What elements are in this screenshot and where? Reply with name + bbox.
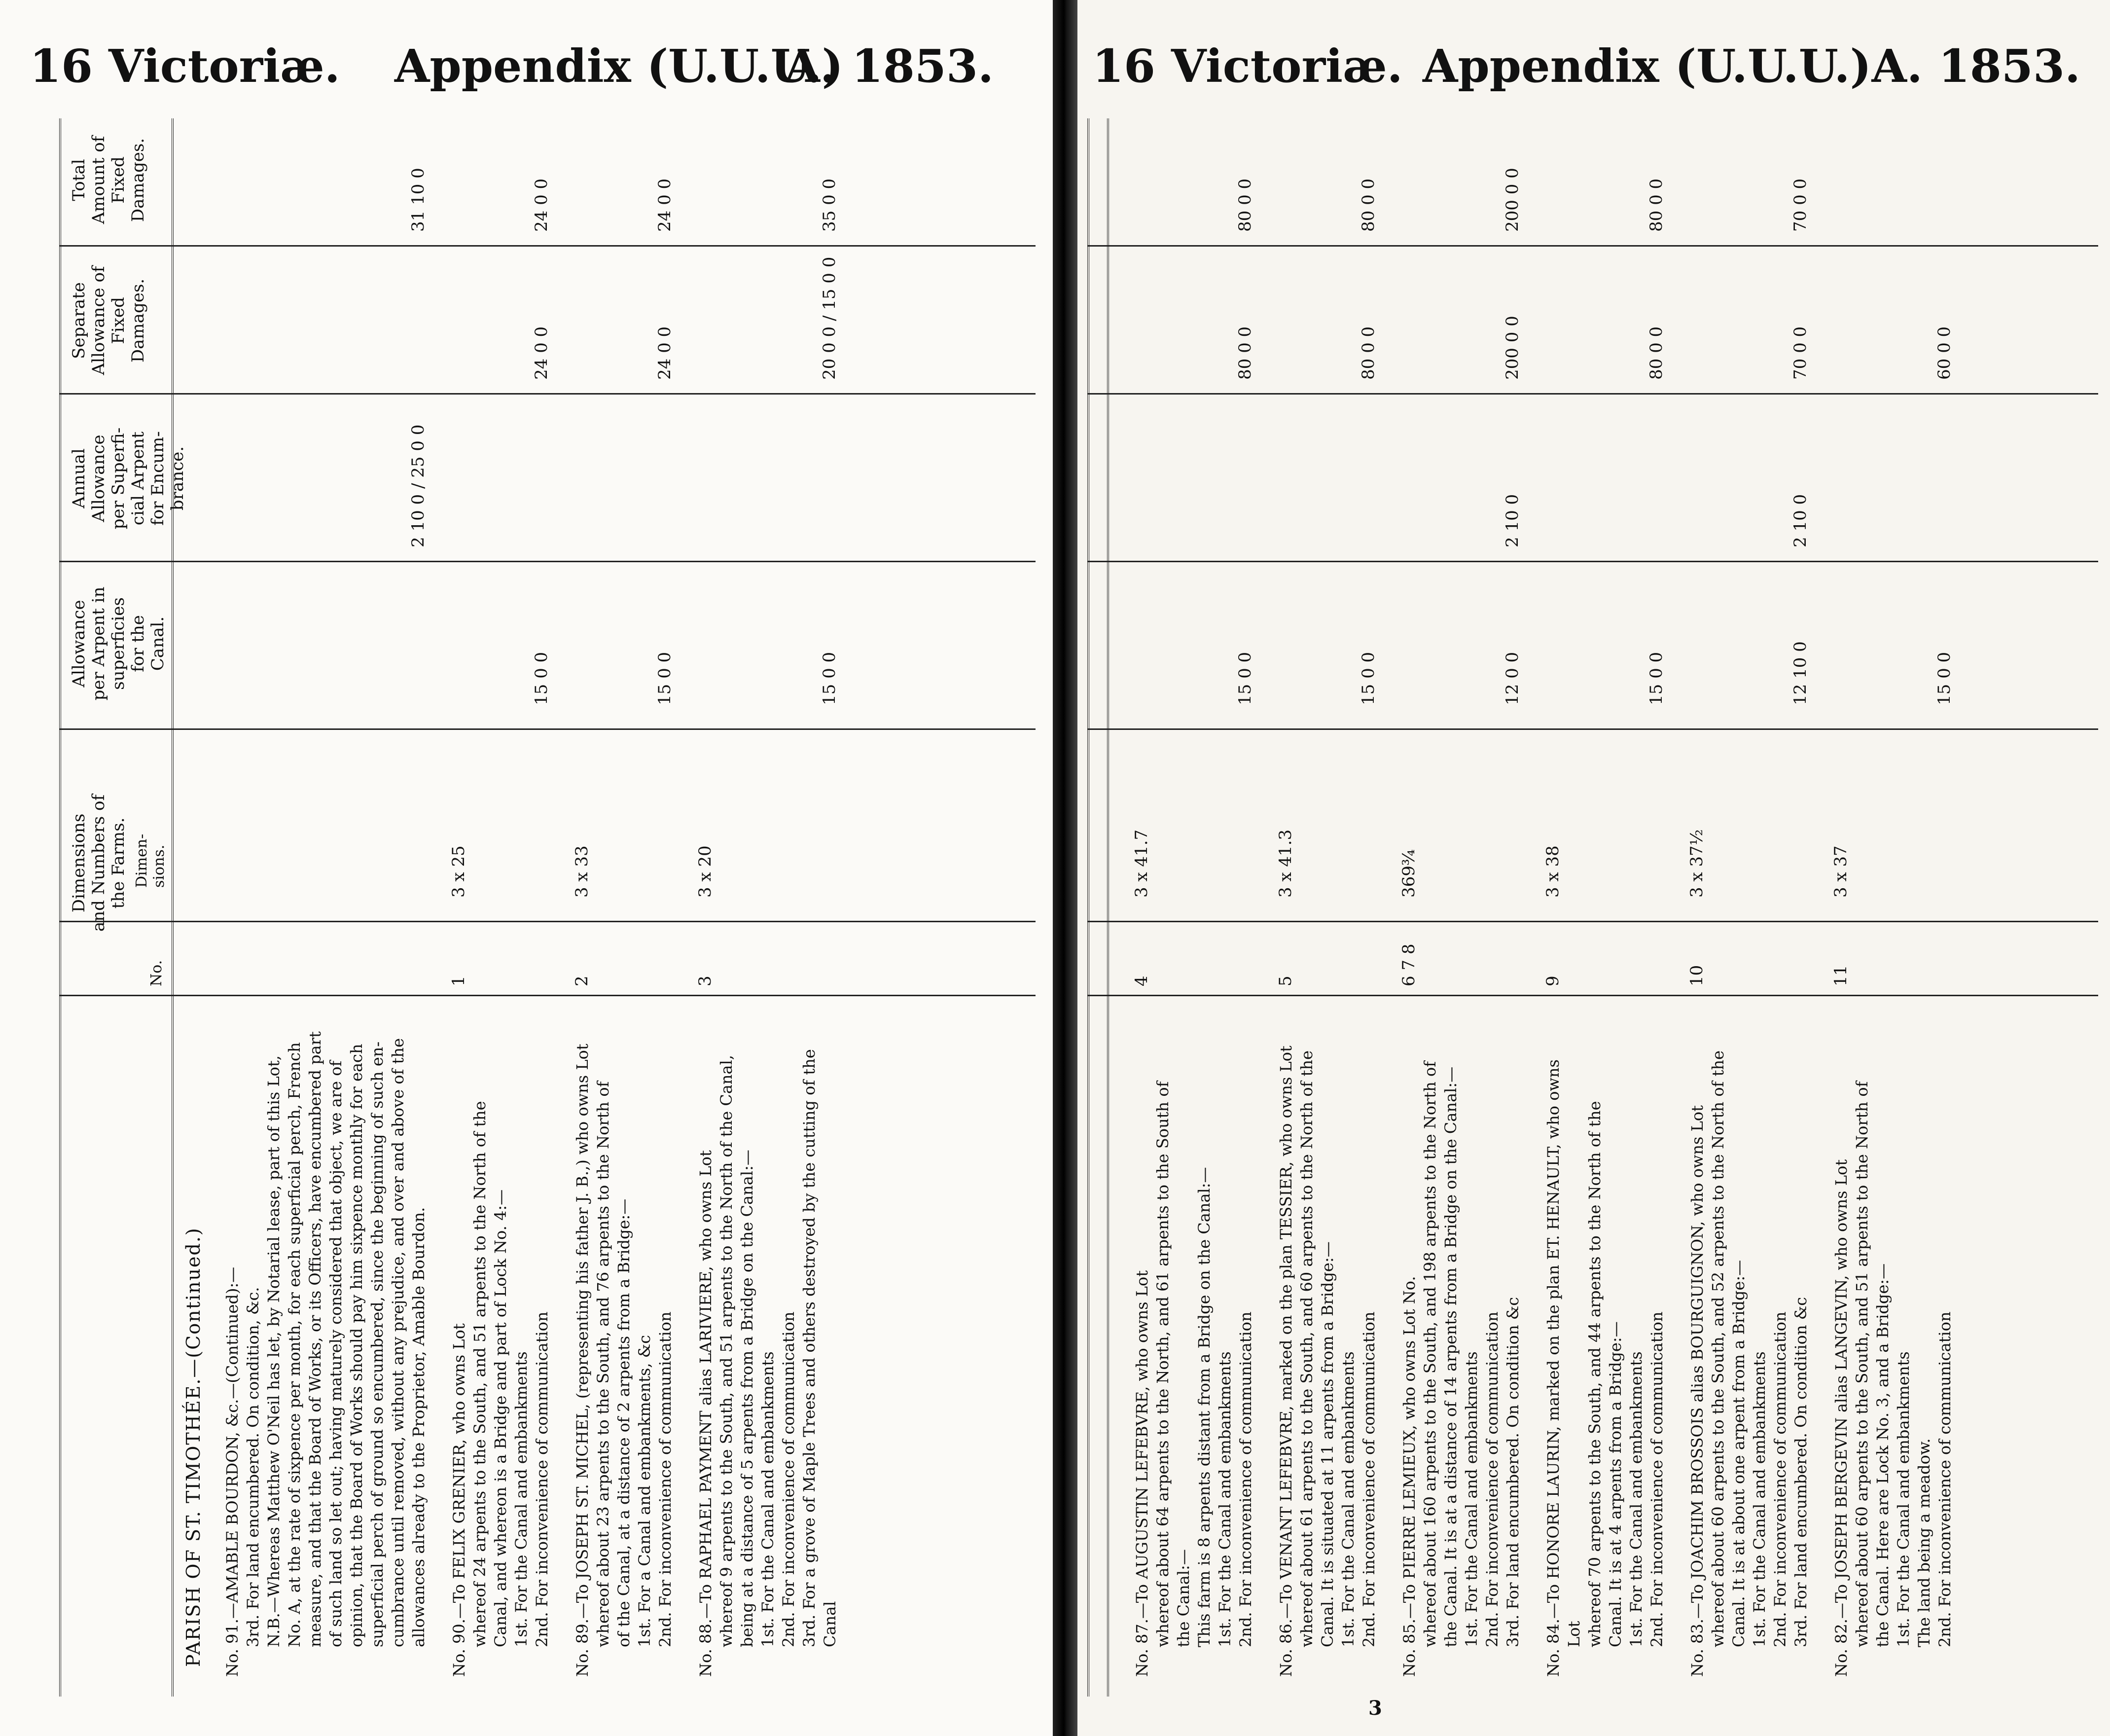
canal-allowance: 12 0 0 — [1502, 651, 1522, 705]
entry-line: Canal, and whereon is a Bridge and part of Lock No. 4:— — [491, 1189, 510, 1647]
separate-allowance: 80 0 0 — [1359, 326, 1378, 380]
farm-dimensions: 3 x 33 — [572, 845, 592, 898]
rule — [172, 118, 174, 1697]
separate-allowance: 80 0 0 — [1235, 326, 1255, 380]
separate-header: Separate Allowance of Fixed Damages. — [69, 266, 148, 375]
lot-entry — [1687, 1050, 1811, 1677]
entry-line: No. A, at the rate of sixpence per month, for each superficial perch, French — [285, 1042, 304, 1647]
entry-line: N.B.—Whereas Matthew O'Neil has let, by Notarial lease, part of this Lot, — [264, 1055, 283, 1647]
entry-line: 1st. For the Canal and embankments — [1462, 1351, 1481, 1647]
lot-entry — [1543, 1059, 1667, 1677]
total-amount: 24 0 0 — [532, 178, 551, 232]
separate-allowance: 80 0 0 — [1646, 326, 1666, 380]
rule — [1107, 118, 1109, 1697]
entry-line: 1st. For the Canal and embankments — [1627, 1351, 1645, 1647]
col-rule — [59, 245, 1036, 247]
header-session: 16 Victoriæ. — [30, 39, 340, 93]
farm-dimensions: 3 x 37½ — [1687, 829, 1707, 898]
entry-line: opinion, that the Board of Works should pay him sixpence monthly for each — [347, 1044, 366, 1647]
farm-number: 2 — [572, 976, 592, 986]
col-rule — [59, 921, 1036, 922]
header-year: A. 1853. — [1871, 39, 2080, 93]
canal-allowance: 15 0 0 — [532, 651, 551, 705]
header-appendix: Appendix (U.U.U.) — [1423, 39, 1872, 93]
entry-line: whereof 24 arpents to the South, and 51 arpents to the North of the — [470, 1101, 489, 1647]
farm-dimensions: 3 x 25 — [449, 845, 468, 898]
entry-line: 2nd. For inconvenience of communication — [1483, 1311, 1502, 1647]
farm-dimensions: 3 x 20 — [695, 845, 715, 898]
entry-line: whereof about 64 arpents to the North, and 61 arpents to the South of — [1153, 1081, 1172, 1647]
entry-line: 1st. For the Canal and embankments — [1750, 1351, 1769, 1647]
farm-dimensions: 3 x 41.3 — [1276, 829, 1295, 898]
book-gutter — [1053, 0, 1077, 1736]
dimensions-header: Dimen- sions. — [133, 833, 168, 888]
col-rule — [1087, 393, 2098, 395]
entry-line: 2nd. For inconvenience of communication — [1359, 1311, 1378, 1647]
entry-line: No. 88.—To RAPHAEL PAYMENT alias LARIVIERE, who owns Lot — [696, 1150, 715, 1677]
canal-allowance: 12 10 0 — [1790, 641, 1810, 705]
col-rule — [1087, 728, 2098, 730]
separate-allowance: 60 0 0 — [1934, 326, 1954, 380]
rotated-table — [59, 118, 1036, 1697]
entry-line: 3rd. For land encumbered. On condition, &c. — [244, 1287, 262, 1647]
dims-header: Dimensions and Numbers of the Farms. — [69, 794, 128, 932]
entry-line: 1st. For the Canal and embankments — [758, 1351, 777, 1647]
farm-number: 1 — [449, 976, 468, 986]
lot-entry — [1276, 1046, 1379, 1677]
col-rule — [59, 995, 1036, 996]
total-amount: 80 0 0 — [1359, 178, 1378, 232]
col-rule — [1087, 561, 2098, 562]
entry-line: No. 86.—To VENANT LEFEBVRE, marked on the plan TESSIER, who owns Lot — [1277, 1046, 1295, 1677]
entry-line: allowances already to the Proprietor, Amable Bourdon. — [409, 1207, 428, 1647]
no-header: No. — [148, 960, 165, 986]
farm-number: 11 — [1831, 965, 1851, 986]
col-rule — [59, 561, 1036, 562]
entry-line: The land being a meadow. — [1915, 1438, 1933, 1647]
farm-dimensions: 3 x 38 — [1543, 845, 1563, 898]
annual-allowance: 2 10 0 — [1502, 494, 1522, 547]
entry-line: No. 84.—To HONORE LAURIN, marked on the plan ET. HENAULT, who owns — [1544, 1059, 1563, 1677]
total-amount: 70 0 0 — [1790, 178, 1810, 232]
header-session: 16 Victoriæ. — [1092, 39, 1403, 93]
compensation-table — [1087, 118, 2098, 1697]
lot-entry — [1399, 1061, 1523, 1677]
entry-line: the Canal. It is at a distance of 14 arpents from a Bridge on the Canal:— — [1441, 1066, 1460, 1647]
entry-line: This farm is 8 arpents distant from a Bridge on the Canal:— — [1195, 1167, 1214, 1647]
entry-line: Canal. It is at about one arpent from a Bridge:— — [1729, 1260, 1748, 1647]
entry-line: the Canal:— — [1174, 1549, 1193, 1647]
entry-line: whereof about 60 arpents to the South, and 51 arpents to the North of — [1853, 1081, 1871, 1647]
lot-entry — [572, 1044, 676, 1677]
entry-line: 2nd. For inconvenience of communication — [1771, 1311, 1789, 1647]
entry-line: whereof 9 arpents to the South, and 51 arpents to the North of the Canal, — [717, 1054, 736, 1647]
separate-allowance: 20 0 0 / 15 0 0 — [820, 256, 839, 380]
table-viewport — [1087, 118, 2098, 1697]
header-appendix: Appendix (U.U.U.) — [394, 39, 844, 93]
lot-entry — [1132, 1082, 1256, 1677]
farm-number: 4 — [1132, 976, 1151, 986]
entry-line: 2nd. For inconvenience of communication — [779, 1311, 798, 1647]
canal-allowance: 15 0 0 — [820, 651, 839, 705]
entry-line: No. 89.—To JOSEPH ST. MICHEL, (representing his father J. B.,) who owns Lot — [573, 1044, 592, 1677]
entry-line: 2nd. For inconvenience of communication — [1935, 1311, 1954, 1647]
entry-line: No. 85.—To PIERRE LEMIEUX, who owns Lot No. — [1400, 1276, 1419, 1677]
entry-line: whereof about 160 arpents to the South, and 198 arpents to the North of — [1421, 1061, 1439, 1647]
annual-header: Annual Allowance per Superfi- cial Arpent for Encum- brance. — [69, 427, 187, 530]
canal-allowance: 15 0 0 — [1646, 651, 1666, 705]
entry-line: measure, and that the Board of Works, or its Officers, have encumbered part — [306, 1031, 324, 1647]
entry-line: No. 82.—To JOSEPH BERGEVIN alias LANGEVIN, who owns Lot — [1832, 1159, 1851, 1677]
entry-line: 3rd. For land encumbered. On condition &c — [1791, 1297, 1810, 1647]
page-header — [0, 35, 1053, 99]
entry-line: 1st. For a Canal and embankments, &c — [635, 1335, 654, 1647]
farm-number: 6 7 8 — [1399, 943, 1419, 986]
entry-line: of such land so let out; having maturely considered that object, we are of — [326, 1060, 345, 1647]
entry-line: Lot — [1565, 1621, 1583, 1647]
lot-entry — [222, 1031, 429, 1677]
lot-entry — [695, 1049, 840, 1677]
entry-line: being at a distance of 5 arpents from a Bridge on the Canal:— — [738, 1150, 756, 1647]
rule — [1087, 118, 1089, 1697]
entry-line: of the Canal, at a distance of 2 arpents from a Bridge:— — [614, 1198, 633, 1647]
total-amount: 200 0 0 — [1502, 168, 1522, 232]
entry-line: 1st. For the Canal and embankments — [512, 1351, 531, 1647]
entry-line: the Canal. Here are Lock No. 3, and a Bridge:— — [1873, 1263, 1892, 1647]
entry-line: Canal — [821, 1601, 839, 1647]
entry-line: 2nd. For inconvenience of communication — [656, 1311, 675, 1647]
separate-allowance: 24 0 0 — [655, 326, 675, 380]
annual-allowance: 2 10 0 / 25 0 0 — [408, 424, 428, 547]
left-page — [0, 0, 1053, 1736]
entry-line: 2nd. For inconvenience of communication — [533, 1311, 551, 1647]
separate-allowance: 200 0 0 — [1502, 316, 1522, 380]
separate-allowance: 24 0 0 — [532, 326, 551, 380]
farm-dimensions: 3 x 37 — [1831, 845, 1851, 898]
entry-line: whereof about 61 arpents to the South, and 60 arpents to the North of the — [1297, 1050, 1316, 1647]
col-rule — [1087, 245, 2098, 247]
entry-line: Canal. It is situated at 11 arpents from a Bridge:— — [1318, 1241, 1337, 1647]
farm-number: 10 — [1687, 965, 1707, 986]
farm-dimensions: 3 x 41.7 — [1132, 829, 1151, 898]
entry-line: Canal. It is at 4 arpents from a Bridge:— — [1606, 1321, 1625, 1647]
entry-line: 2nd. For inconvenience of communication — [1236, 1311, 1255, 1647]
col-rule — [59, 393, 1036, 395]
total-amount: 80 0 0 — [1646, 178, 1666, 232]
header-year: A. 1853. — [785, 39, 994, 93]
canal-header: Allowance per Arpent in superficies for the Canal. — [69, 586, 168, 701]
separate-allowance: 70 0 0 — [1790, 326, 1810, 380]
entry-line: No. 90.—To FELIX GRENIER, who owns Lot — [450, 1323, 468, 1677]
entry-line: whereof about 23 arpents to the South, and 76 arpents to the North of — [594, 1081, 612, 1647]
entry-line: No. 91.—AMABLE BOURDON, &c.—(Continued):— — [223, 1266, 242, 1677]
canal-allowance: 15 0 0 — [1934, 651, 1954, 705]
entry-line: 1st. For the Canal and embankments — [1339, 1351, 1358, 1647]
total-amount: 24 0 0 — [655, 178, 675, 232]
entry-line: 1st. For the Canal and embankments — [1894, 1351, 1913, 1647]
rotated-table — [1087, 118, 2098, 1697]
total-amount: 35 0 0 — [820, 178, 839, 232]
total-amount: 80 0 0 — [1235, 178, 1255, 232]
farm-dimensions: 369¾ — [1399, 849, 1419, 898]
annual-allowance: 2 10 0 — [1790, 494, 1810, 547]
canal-allowance: 15 0 0 — [1235, 651, 1255, 705]
entry-line: whereof about 60 arpents to the South, and 52 arpents to the North of the — [1709, 1050, 1727, 1647]
farm-number: 5 — [1276, 976, 1295, 986]
parish-heading: PARISH OF ST. TIMOTHÉE.—(Continued.) — [182, 1227, 204, 1667]
entry-line: 2nd. For inconvenience of communication — [1647, 1311, 1666, 1647]
entry-line: No. 83.—To JOACHIM BROSSOIS alias BOURGUIGNON, who owns Lot — [1688, 1105, 1707, 1677]
total-header: Total Amount of Fixed Damages. — [69, 136, 148, 224]
entry-line: No. 87.—To AUGUSTIN LEFEBVRE, who owns Lot — [1133, 1270, 1151, 1677]
entry-line: whereof 70 arpents to the South, and 44 arpents to the North of the — [1585, 1101, 1604, 1647]
total-amount: 31 10 0 — [408, 168, 428, 232]
entry-line: superficial perch of ground so encumbered, since the beginning of such en- — [368, 1041, 387, 1647]
lot-entry — [449, 1101, 552, 1677]
canal-allowance: 15 0 0 — [1359, 651, 1378, 705]
entry-line: 3rd. For land encumbered. On condition &c — [1503, 1297, 1522, 1647]
canal-allowance: 15 0 0 — [655, 651, 675, 705]
compensation-table — [59, 118, 1036, 1697]
entry-line: 3rd. For a grove of Maple Trees and others destroyed by the cutting of the — [800, 1049, 819, 1647]
right-page — [1077, 0, 2110, 1736]
lot-entry — [1831, 1082, 1955, 1677]
col-rule — [1087, 921, 2098, 922]
entry-line: 1st. For the Canal and embankments — [1216, 1351, 1234, 1647]
farm-number: 3 — [695, 976, 715, 986]
farm-number: 9 — [1543, 976, 1563, 986]
page-header — [1077, 35, 2110, 99]
rule — [59, 118, 61, 1697]
table-viewport — [59, 118, 1036, 1697]
col-rule — [1087, 995, 2098, 996]
page-number: 3 — [1368, 1697, 1382, 1720]
col-rule — [59, 728, 1036, 730]
entry-line: cumbrance until removed, without any prejudice, and over and above of the — [389, 1038, 407, 1647]
